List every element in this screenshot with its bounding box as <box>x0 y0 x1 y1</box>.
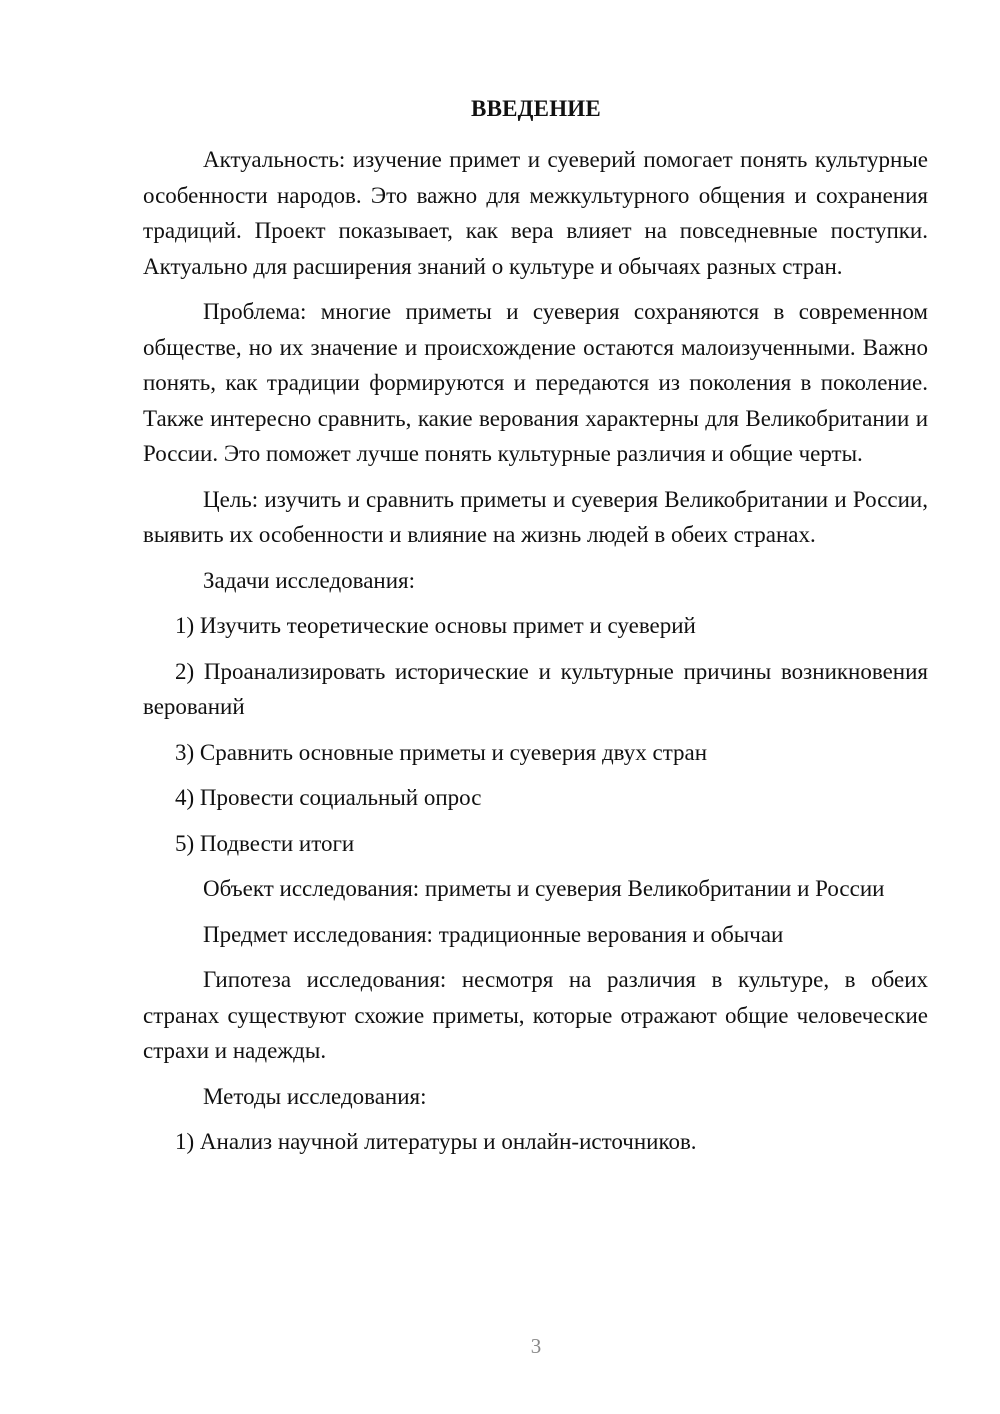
list-item-method-1: 1) Анализ научной литературы и онлайн-источников. <box>175 1129 697 1154</box>
section-title: ВВЕДЕНИЕ <box>471 96 601 121</box>
paragraph-relevance: Актуальность: изучение примет и суеверий помогает понять культурные особенности народов. Это важно для межкультурного общения и сохранения традиций. Проект показывает, как вера влияет на повседневные поступки. Актуально для расширения знаний о культуре и обычаях разных стран. <box>143 147 928 279</box>
page-number: 3 <box>530 1334 542 1358</box>
paragraph-object: Объект исследования: приметы и суеверия Великобритании и России <box>203 876 885 901</box>
document-body <box>143 142 928 1170</box>
list-item-task-3: 3) Сравнить основные приметы и суеверия двух стран <box>175 739 708 765</box>
paragraph-subject: Предмет исследования: традиционные верования и обычаи <box>203 921 784 947</box>
paragraph-hypothesis: Гипотеза исследования: несмотря на различия в культуре, в обеих странах существуют схожие приметы, которые отражают общие человеческие страхи и надежды. <box>143 967 928 1063</box>
list-item-task-1: 1) Изучить теоретические основы примет и суеверий <box>175 613 696 638</box>
list-item-task-5: 5) Подвести итоги <box>175 830 355 856</box>
paragraph-methods-heading: Методы исследования: <box>203 1083 427 1109</box>
paragraph-tasks-heading: Задачи исследования: <box>203 567 416 593</box>
list-item-task-2: 2) Проанализировать исторические и культурные причины возникновения верований <box>143 658 928 719</box>
paragraph-goal: Цель: изучить и сравнить приметы и суеверия Великобритании и России, выявить их особенности и влияние на жизнь людей в обеих странах. <box>143 486 928 547</box>
list-item-task-4: 4) Провести социальный опрос <box>175 785 482 810</box>
paragraph-problem: Проблема: многие приметы и суеверия сохраняются в современном обществе, но их значение и происхождение остаются малоизученными. Важно понять, как традиции формируются и передаются из поколения в поколение. Также интересно сравнить, какие верования характерны для Великобритании и России. Это поможет лучше понять культурные различия и общие черты. <box>143 299 928 466</box>
